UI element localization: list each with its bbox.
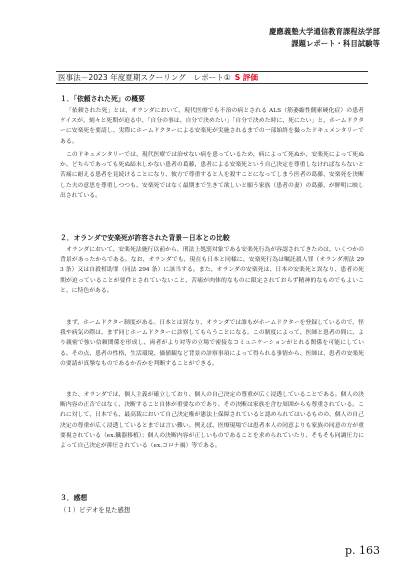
- page-number: p. 163: [344, 544, 380, 557]
- report-title: 医事法－2023 年度夏期スクーリング レポート①: [58, 73, 231, 82]
- section-1-heading: １．「依頼された死」の概要: [60, 95, 145, 103]
- report-type: 課題レポート・科目試験等: [291, 39, 380, 48]
- grade-badge: S 評価: [234, 73, 258, 82]
- university-name: 慶應義塾大学通信教育課程法学部: [269, 27, 380, 36]
- document-header: [269, 26, 380, 50]
- section-1-paragraph-1: 「依頼された死」とは、オランダにおいて、現代医療でも不治の病とされる ALS（筋萎縮性側索硬化症）の患者ケイスが、刻々と死期が迫る中、「自分の事は、自分で決めたい」「自分で決めた時に、死にたい」と、ホームドクターに安楽死を要請し、実際にホームドクターによる安楽死が実施されるまでの一部始終を撮ったドキュメンタリーである。: [60, 108, 364, 145]
- section-2-paragraph-1: オランダにおいて、安楽死法施行以前から、刑法上処罰対象である安楽死行為が容認されてきたのは、いくつかの背景があったからである。なお、オランダでも、現在も日本と同様に、安楽死行為は嘱託殺人罪（オランダ刑法 293 条）又は自殺幇助罪（同法 294 条）に該当する。また、オランダの安楽死は、日本の安楽死と異なり、患者の死期が迫っていることが要件とされていないこと、苦痛が肉体的なものに限定されておらず精神的なものでもよいこと、に特色がある。: [60, 247, 364, 294]
- section-2-paragraph-2: まず、ホームドクター制度がある。日本とは異なり、オランダでは誰もがホームドクターを登録しているので、怪我や病気の際は、まず同じホームドクターに診察してもらうことになる。この制度によって、医師と患者の間に、より親密で強い信頼関係を形成し、両者がより対等の立場で密接なコミュニケーションがとれる関係を可能にしている。その点、患者の性格、生活環境、価値観など背景の診察事項によって得られる事情から、医師は、患者の安楽死の要請が真摯なものであるか否かを判断することができる。: [60, 320, 364, 367]
- section-3-subheading: （１）ビデオを見た感想: [60, 506, 131, 514]
- section-2-paragraph-3: また、オランダでは、個人主義が確立しており、個人の自己決定の尊重が広く浸透していることである。個人の決断内容の正否ではなく、決断すること自体が重要なのであり、その決断は家族を含む周囲からも尊重されている。これに対して、日本でも、最高裁において自己決定権が憲法上保障されていると認められてはいるものの、個人の自己決定の尊重が広く浸透しているとまでは言い難い。例えば、医療現場では患者本人の同意よりも家族の同意の方が重要視されている（ex.臓器移植）；個人の決断内容が正しいものであることを求められていたり、そもそも同調圧力によって自己決定が抑圧されている（ex.コロナ禍）等である。: [60, 392, 364, 450]
- section-2-heading: ２．オランダで安楽死が許容された背景－日本との比較: [60, 234, 230, 242]
- section-1-paragraph-2: このドキュメンタリーでは、現代医療では治せない病を患っているため、病によって死ぬか、安楽死によって死ぬか、どちらであっても死ぬ結末しかない患者の葛藤、患者による安楽死という自己決定を尊重しなければならないと苦痛に耐える患者を見続けることになり、彼方で尊重すると人を殺すことになってしまう医者の葛藤、安楽死を決断した夫の意思を尊重しつつも、安楽死ではなく最期まで生きて欲しいと願う家族（患者の妻）の葛藤、が鮮明に映し出されている。: [60, 152, 364, 199]
- report-title-bar: [56, 71, 368, 84]
- section-3-heading: ３．感想: [60, 494, 88, 502]
